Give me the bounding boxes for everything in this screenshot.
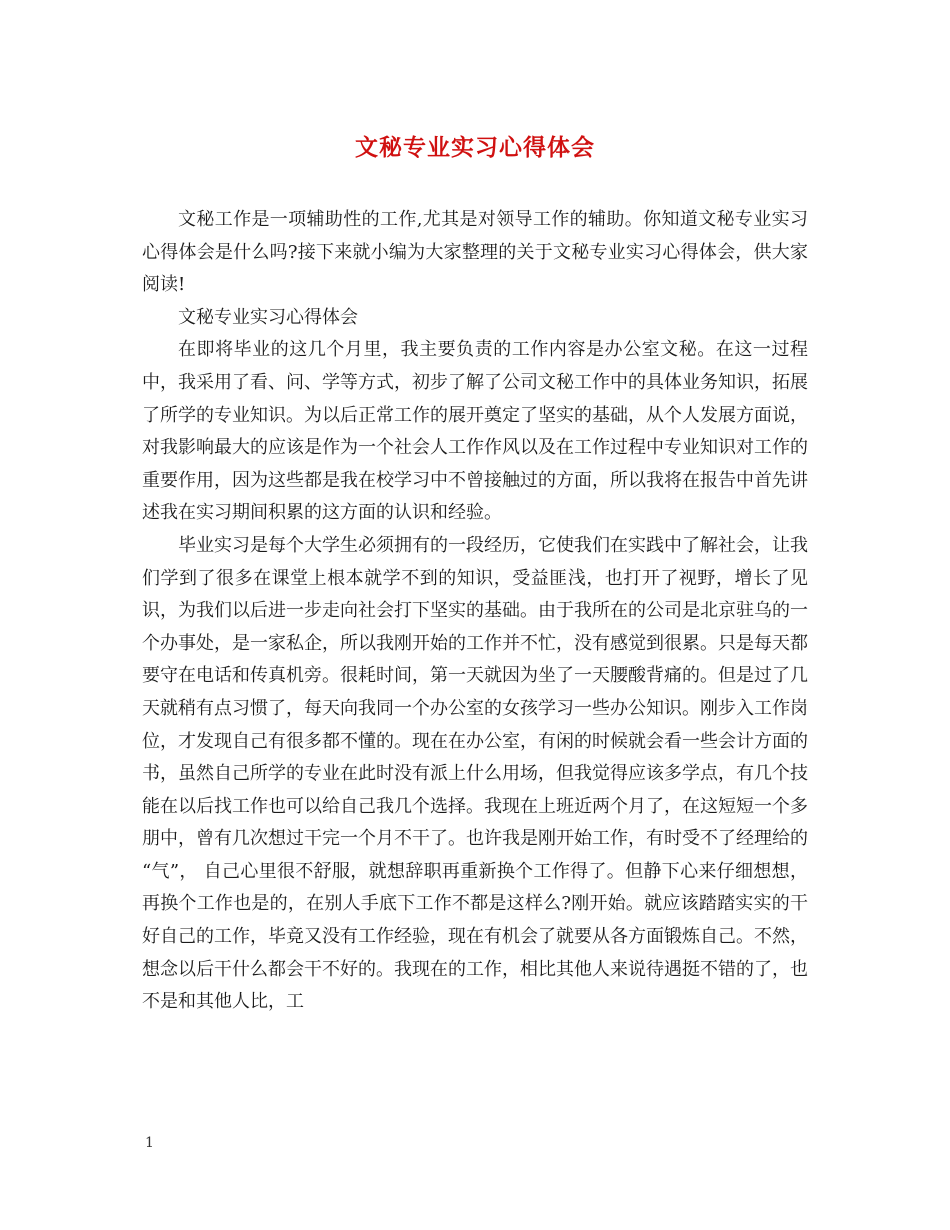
page-number: 1 (145, 1135, 154, 1151)
intro-paragraph: 文秘工作是一项辅助性的工作,尤其是对领导工作的辅助。你知道文秘专业实习心得体会是什么吗?接下来就小编为大家整理的关于文秘专业实习心得体会，供大家阅读! (142, 209, 808, 296)
document-body (142, 204, 808, 1019)
document-title: 文秘专业实习心得体会 (355, 134, 595, 161)
body-paragraph-2: 毕业实习是每个大学生必须拥有的一段经历，它使我们在实践中了解社会，让我们学到了很多在课堂上根本就学不到的知识，受益匪浅，也打开了视野，增长了见识，为我们以后进一步走向社会打下坚实的基础。由于我所在的公司是北京驻乌的一个办事处，是一家私企，所以我刚开始的工作并不忙，没有感觉到很累。只是每天都要守在电话和传真机旁。很耗时间，第一天就因为坐了一天腰酸背痛的。但是过了几天就稍有点习惯了，每天向我同一个办公室的女孩学习一些办公知识。刚步入工作岗位，才发现自己有很多都不懂的。现在在办公室，有闲的时候就会看一些会计方面的书，虽然自己所学的专业在此时没有派上什么用场，但我觉得应该多学点，有几个技能在以后找工作也可以给自己我几个选择。我现在上班近两个月了，在这短短一个多朋中，曾有几次想过干完一个月不干了。也许我是刚开始工作，有时受不了经理给的 “气”， 自己心里很不舒服，就想辞职再重新换个工作得了。但静下心来仔细想想，再换个工作也是的，在别人手底下工作不都是这样么?刚开始。就应该踏踏实实的干好自己的工作，毕竟又没有工作经验，现在有机会了就要从各方面锻炼自己。不然，想念以后干什么都会干不好的。我现在的工作，相比其他人来说待遇挺不错的了，也不是和其他人比，工 (142, 534, 808, 1013)
section-heading: 文秘专业实习心得体会 (178, 306, 358, 328)
body-paragraph-1: 在即将毕业的这几个月里，我主要负责的工作内容是办公室文秘。在这一过程中，我采用了看、问、学等方式，初步了解了公司文秘工作中的具体业务知识，拓展了所学的专业知识。为以后正常工作的展开奠定了坚实的基础，从个人发展方面说，对我影响最大的应该是作为一个社会人工作作风以及在工作过程中专业知识对工作的重要作用，因为这些都是我在校学习中不曾接触过的方面，所以我将在报告中首先讲述我在实习期间积累的这方面的认识和经验。 (142, 339, 808, 524)
